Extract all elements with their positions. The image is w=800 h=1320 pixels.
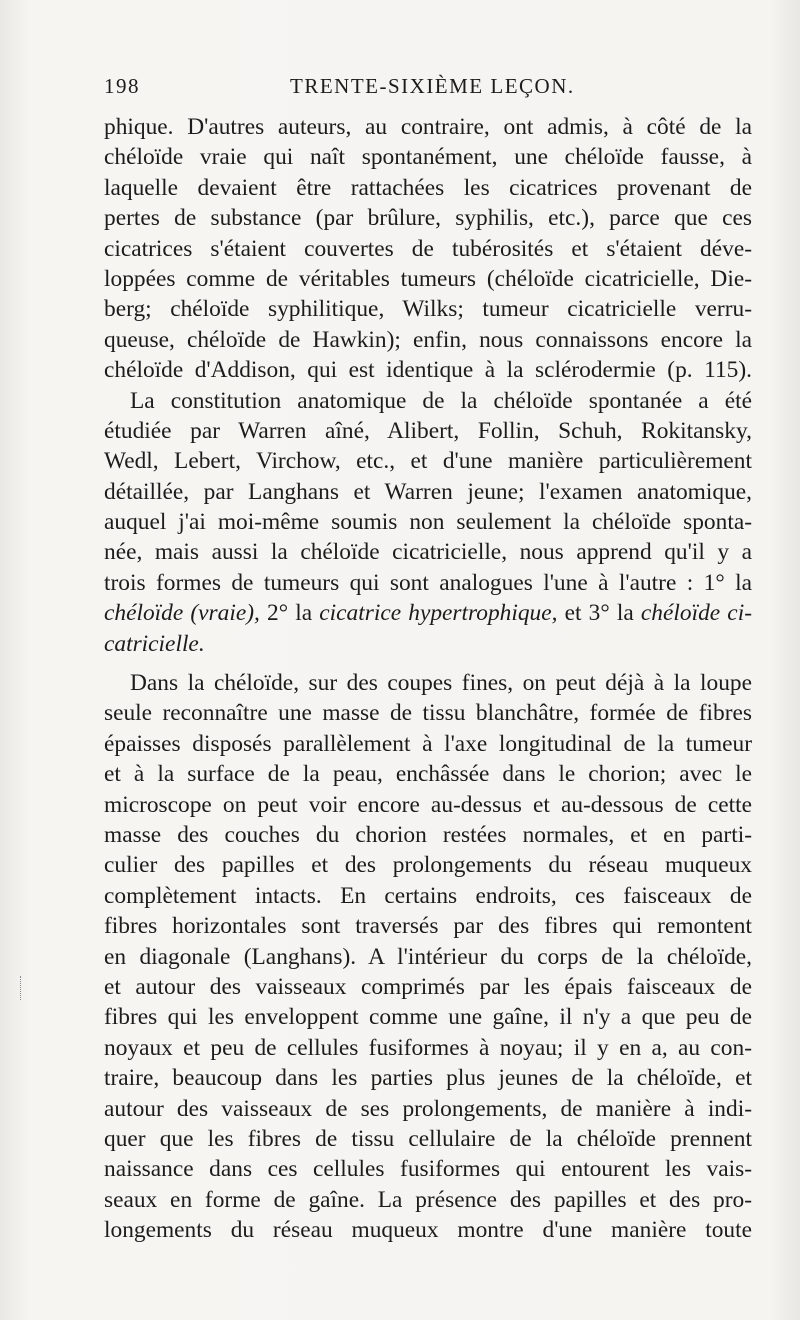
running-title: TRENTE-SIXIÈME LEÇON. bbox=[290, 74, 575, 98]
text-line: complètement intacts. En certains endroits, ces faisceaux de bbox=[104, 882, 752, 909]
text-line: microscope on peut voir encore au-dessus et au-dessous de cette bbox=[104, 791, 752, 818]
text-line: autour des vaisseaux de ses prolongements, de manière à indi- bbox=[104, 1095, 752, 1122]
text-line: laquelle devaient être rattachées les cicatrices provenant de bbox=[104, 174, 752, 201]
text-line: noyaux et peu de cellules fusiformes à noyau; il y en a, au con- bbox=[104, 1034, 752, 1061]
paragraph-2 bbox=[104, 386, 752, 660]
text-line: auquel j'ai moi-même soumis non seulement la chéloïde sponta- bbox=[104, 509, 752, 536]
text-line: fibres qui les enveloppent comme une gaîne, il n'y a que peu de bbox=[104, 1004, 752, 1031]
text-line: loppées comme de véritables tumeurs (chéloïde cicatricielle, Die- bbox=[104, 265, 752, 292]
text-line: berg; chéloïde syphilitique, Wilks; tumeur cicatricielle verru- bbox=[104, 296, 752, 323]
text-line: phique. D'autres auteurs, au contraire, ont admis, à côté de la bbox=[104, 114, 752, 140]
text-line: Dans la chéloïde, sur des coupes fines, on peut déjà à la loupe bbox=[130, 670, 752, 697]
text-line: chéloïde d'Addison, qui est identique à la sclérodermie (p. 115). bbox=[104, 357, 752, 384]
text-line: trois formes de tumeurs qui sont analogues l'une à l'autre : 1° la bbox=[104, 569, 752, 596]
paragraph-1 bbox=[104, 112, 752, 386]
text-line: en diagonale (Langhans). A l'intérieur du corps de la chéloïde, bbox=[104, 943, 752, 970]
running-head bbox=[104, 74, 754, 102]
text-line: queuse, chéloïde de Hawkin); enfin, nous connaissons encore la bbox=[104, 326, 752, 353]
italic-term: chéloïde ci- bbox=[640, 600, 752, 627]
margin-mark bbox=[20, 976, 23, 1000]
text-line: culier des papilles et des prolongements du réseau muqueux bbox=[104, 852, 752, 879]
text-line: née, mais aussi la chéloïde cicatricielle, nous apprend qu'il y a bbox=[104, 539, 752, 566]
text-line: seule reconnaître une masse de tissu blanchâtre, formée de fibres bbox=[104, 700, 752, 727]
text-line: traire, beaucoup dans les parties plus jeunes de la chéloïde, et bbox=[104, 1065, 752, 1092]
text-line: et autour des vaisseaux comprimés par les épais faisceaux de bbox=[104, 973, 752, 1000]
text-line: catricielle. bbox=[104, 630, 205, 657]
text-line: seaux en forme de gaîne. La présence des papilles et des pro- bbox=[104, 1186, 752, 1213]
paragraph-gap bbox=[104, 659, 752, 668]
italic-term: cicatrice hypertrophique, bbox=[319, 600, 558, 627]
text-line: et à la surface de la peau, enchâssée dans le chorion; avec le bbox=[104, 761, 752, 788]
body-text bbox=[104, 112, 752, 1245]
italic-term: chéloïde (vraie), bbox=[104, 600, 260, 627]
text-line: naissance dans ces cellules fusiformes qui entourent les vais- bbox=[104, 1156, 752, 1183]
text-line-mixed bbox=[104, 598, 752, 628]
text-line: longements du réseau muqueux montre d'une manière toute bbox=[104, 1217, 752, 1244]
text-line: La constitution anatomique de la chéloïde spontanée a été bbox=[130, 387, 752, 414]
text-line: détaillée, par Langhans et Warren jeune; l'examen anatomique, bbox=[104, 478, 752, 505]
paragraph-3 bbox=[104, 668, 752, 1245]
text-line: chéloïde vraie qui naît spontanément, une chéloïde fausse, à bbox=[104, 144, 752, 171]
text-line: Wedl, Lebert, Virchow, etc., et d'une manière particulièrement bbox=[104, 448, 752, 475]
text-line: pertes de substance (par brûlure, syphilis, etc.), parce que ces bbox=[104, 205, 752, 232]
text-fragment: et 3° la bbox=[557, 600, 641, 627]
page-number: 198 bbox=[104, 74, 140, 98]
text-line: fibres horizontales sont traversés par des fibres qui remontent bbox=[104, 913, 752, 940]
text-fragment: 2° la bbox=[259, 600, 320, 627]
text-line: masse des couches du chorion restées normales, et en parti- bbox=[104, 821, 752, 848]
text-line: étudiée par Warren aîné, Alibert, Follin, Schuh, Rokitansky, bbox=[104, 417, 752, 444]
text-line: épaisses disposés parallèlement à l'axe longitudinal de la tumeur bbox=[104, 730, 752, 757]
text-line: quer que les fibres de tissu cellulaire de la chéloïde prennent bbox=[104, 1125, 752, 1152]
text-line: cicatrices s'étaient couvertes de tubérosités et s'étaient déve- bbox=[104, 235, 752, 262]
